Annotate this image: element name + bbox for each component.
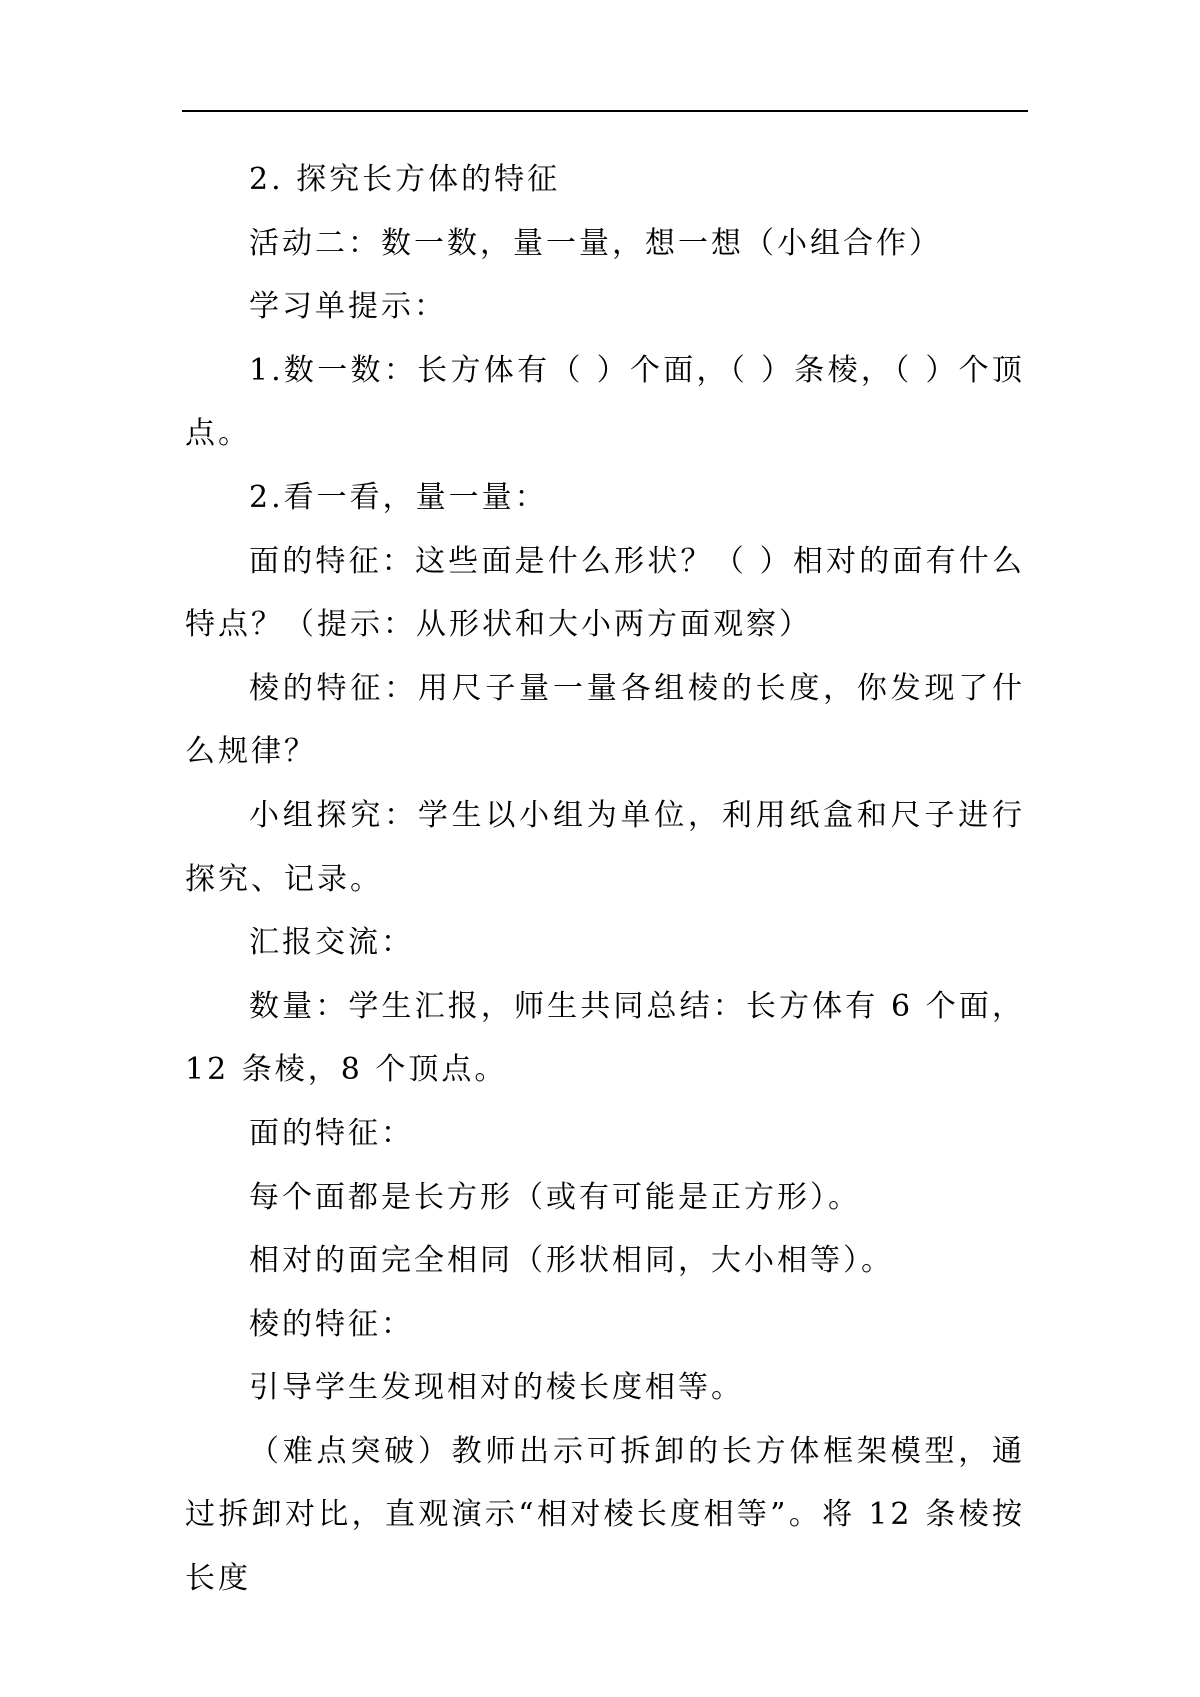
face-feature-heading: 面的特征： [249,1115,414,1151]
group-inquiry: 小组探究：学生以小组为单位，利用纸盒和尺子进行探究、记录。 [185,797,1025,897]
face-question: 面的特征：这些面是什么形状？（ ）相对的面有什么特点？（提示：从形状和大小两方面观察） [185,543,1025,643]
edge-question: 棱的特征：用尺子量一量各组棱的长度，你发现了什么规律？ [185,670,1025,770]
difficulty-breakthrough: （难点突破）教师出示可拆卸的长方体框架模型，通过拆卸对比，直观演示“相对棱长度相等”。将 12 条棱按长度 [185,1433,1025,1597]
face-feature-1: 每个面都是长方形（或有可能是正方形）。 [249,1179,861,1215]
header-rule [182,110,1028,112]
face-feature-2: 相对的面完全相同（形状相同，大小相等）。 [249,1243,894,1279]
edge-feature-heading: 棱的特征： [249,1306,414,1342]
section-heading: 2. 探究长方体的特征 [249,162,561,197]
document-body [185,148,1025,1611]
activity-title: 活动二：数一数，量一量，想一想（小组合作） [249,225,942,261]
edge-feature-1: 引导学生发现相对的棱长度相等。 [249,1370,744,1406]
quantity-summary: 数量：学生汇报，师生共同总结：长方体有 6 个面，12 条棱，8 个顶点。 [185,988,1025,1088]
report-heading: 汇报交流： [249,925,414,961]
count-question: 1.数一数：长方体有（ ）个面，（ ）条棱，（ ）个顶点。 [185,352,1025,452]
observe-measure-heading: 2.看一看，量一量： [249,479,548,515]
worksheet-hint-label: 学习单提示： [249,289,447,325]
